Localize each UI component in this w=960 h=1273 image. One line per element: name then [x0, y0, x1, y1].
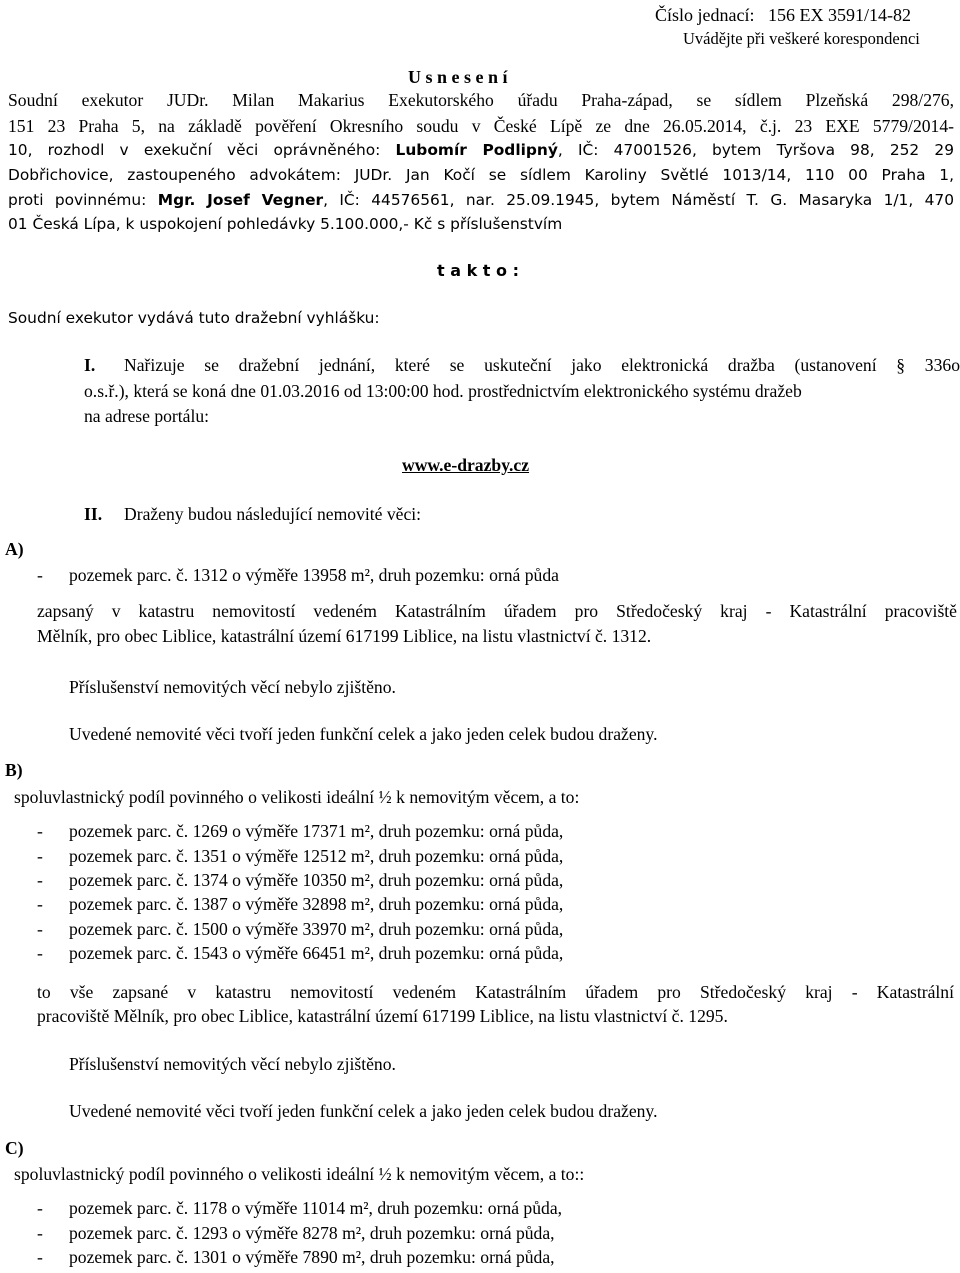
part-b-item: pozemek parc. č. 1387 o výměře 32898 m², druh pozemku: orná půda, [69, 894, 564, 914]
part-b-unit-note: Uvedené nemovité věci tvoří jeden funkční celek a jako jeden celek budou draženy. [69, 1101, 658, 1121]
part-a-accessories: Příslušenství nemovitých věcí nebylo zjištěno. [69, 677, 396, 697]
list-bullet: - [37, 821, 43, 841]
list-bullet: - [37, 1198, 43, 1218]
section-1-line-1: Nařizuje se dražební jednání, které se uskuteční jako elektronická dražba (ustanovení § 336o [124, 355, 960, 375]
correspondence-note: Uvádějte při veškeré korespondenci [683, 29, 920, 48]
part-c-item: pozemek parc. č. 1178 o výměře 11014 m², druh pozemku: orná půda, [69, 1198, 563, 1218]
part-b-accessories: Příslušenství nemovitých věcí nebylo zjištěno. [69, 1054, 396, 1074]
part-b-item: pozemek parc. č. 1543 o výměře 66451 m², druh pozemku: orná půda, [69, 943, 564, 963]
section-2-text: Draženy budou následující nemovité věci: [124, 504, 422, 524]
list-bullet: - [37, 1223, 43, 1243]
list-bullet: - [37, 1247, 43, 1267]
intro-line-6: 01 Česká Lípa, k uspokojení pohledávky 5.100.000,- Kč s příslušenstvím [8, 215, 563, 233]
part-c-label: C) [5, 1138, 24, 1158]
intro-line-1: Soudní exekutor JUDr. Milan Makarius Exekutorského úřadu Praha-západ, se sídlem Plzeňská 298/276, [8, 90, 954, 110]
part-b-item: pozemek parc. č. 1351 o výměře 12512 m², druh pozemku: orná půda, [69, 846, 564, 866]
part-a-registry-line-1: zapsaný v katastru nemovitostí vedeném Katastrálním úřadem pro Středočeský kraj - Katastrální pracoviště [37, 601, 957, 621]
debtor-name: Mgr. Josef Vegner [157, 191, 324, 209]
list-bullet: - [37, 919, 43, 939]
part-a-registry-line-2: Mělník, pro obec Liblice, katastrální území 617199 Liblice, na listu vlastnictví č. 1312. [37, 626, 652, 646]
part-c-share: spoluvlastnický podíl povinného o velikosti ideální ½ k nemovitým věcem, a to:: [14, 1164, 585, 1184]
list-bullet: - [37, 943, 43, 963]
section-2-number: II. [84, 504, 103, 524]
intro-line-2: 151 23 Praha 5, na základě pověření Okresního soudu v České Lípě ze dne 26.05.2014, č.j. 23 EXE 5779/2014- [8, 116, 954, 136]
auction-portal-link[interactable]: www.e-drazby.cz [402, 455, 530, 475]
case-number-label: Číslo jednací: [655, 5, 755, 25]
intro-line-3: 10, rozhodl v exekuční věci oprávněného: Lubomír Podlipný, IČ: 47001526, bytem Tyršova 98, 252 29 [8, 141, 954, 159]
section-1-line-2: o.s.ř.), která se koná dne 01.03.2016 od 13:00:00 hod. prostřednictvím elektronického systému dražeb [84, 381, 802, 401]
case-number-line [655, 6, 911, 24]
part-a-unit-note: Uvedené nemovité věci tvoří jeden funkční celek a jako jeden celek budou draženy. [69, 724, 658, 744]
part-b-item: pozemek parc. č. 1500 o výměře 33970 m², druh pozemku: orná půda, [69, 919, 564, 939]
part-c-item: pozemek parc. č. 1301 o výměře 7890 m², druh pozemku: orná půda, [69, 1247, 555, 1267]
announcement-line: Soudní exekutor vydává tuto dražební vyhlášku: [8, 309, 380, 327]
part-b-item: pozemek parc. č. 1374 o výměře 10350 m², druh pozemku: orná půda, [69, 870, 564, 890]
creditor-name: Lubomír Podlipný [395, 141, 558, 159]
part-b-share: spoluvlastnický podíl povinného o velikosti ideální ½ k nemovitým věcem, a to: [14, 787, 580, 807]
part-b-registry-line-1: to vše zapsané v katastru nemovitostí vedeném Katastrálním úřadem pro Středočeský kraj - Katastrální [37, 982, 954, 1002]
section-1-number: I. [84, 355, 96, 375]
part-c-item: pozemek parc. č. 1293 o výměře 8278 m², druh pozemku: orná půda, [69, 1223, 555, 1243]
list-bullet: - [37, 894, 43, 914]
part-a-item: pozemek parc. č. 1312 o výměře 13958 m², druh pozemku: orná půda [69, 565, 559, 585]
list-bullet: - [37, 846, 43, 866]
part-a-label: A) [5, 539, 24, 559]
takto-heading: t a k t o : [437, 261, 519, 280]
part-b-registry-line-2: pracoviště Mělník, pro obec Liblice, katastrální území 617199 Liblice, na listu vlastnictví č. 1295. [37, 1006, 728, 1026]
document-title: U s n e s e n í [408, 67, 508, 87]
part-b-label: B) [5, 760, 23, 780]
section-1-line-3: na adrese portálu: [84, 406, 210, 426]
case-number: 156 EX 3591/14-82 [767, 5, 911, 25]
list-bullet: - [37, 870, 43, 890]
intro-line-4: Dobřichovice, zastoupeného advokátem: JUDr. Jan Kočí se sídlem Karoliny Světlé 1013/14, 110 00 Praha 1, [8, 166, 954, 184]
part-b-item: pozemek parc. č. 1269 o výměře 17371 m², druh pozemku: orná půda, [69, 821, 564, 841]
list-bullet: - [37, 565, 43, 585]
intro-line-5: proti povinnému: Mgr. Josef Vegner, IČ: 44576561, nar. 25.09.1945, bytem Náměstí T. G. Masaryka 1/1, 470 [8, 191, 954, 209]
